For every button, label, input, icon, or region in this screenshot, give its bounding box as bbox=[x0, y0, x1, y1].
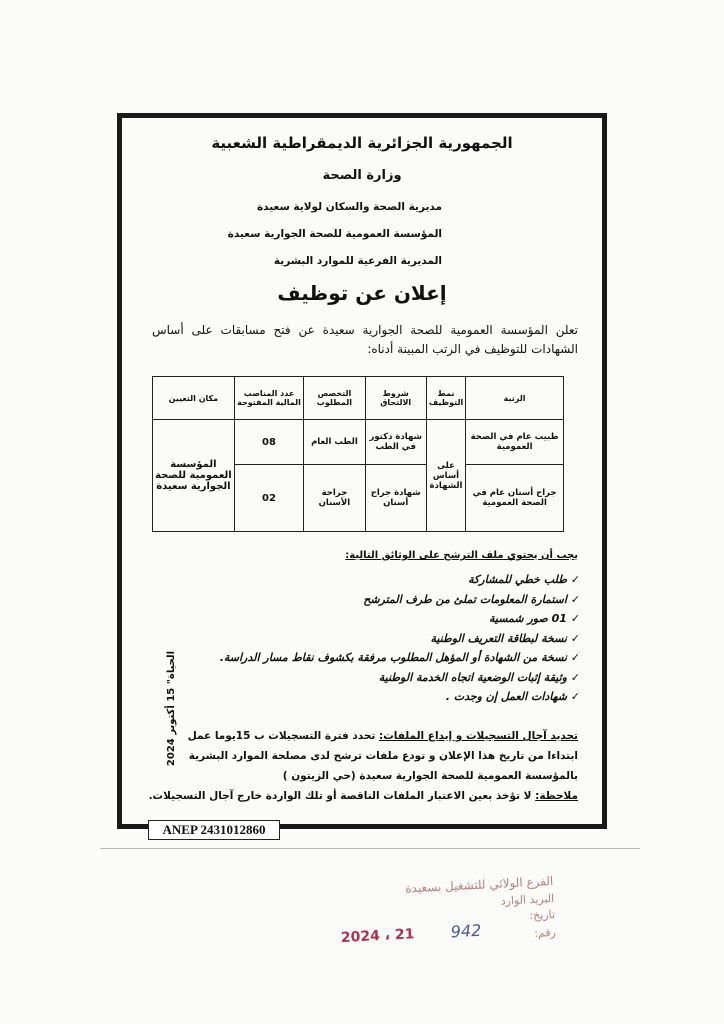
positions-table bbox=[152, 376, 564, 532]
reception-stamp bbox=[318, 874, 557, 961]
table-header-row bbox=[153, 377, 564, 420]
anep-reference: ANEP 2431012860 bbox=[148, 820, 280, 840]
note-paragraph bbox=[149, 790, 578, 802]
condition-cell: شهادة دكتور في الطب bbox=[365, 420, 426, 465]
list-item: ✓ طلب خطي للمشاركة bbox=[220, 570, 580, 590]
col-header-positions: عدد المناصب المالية المفتوحة bbox=[234, 377, 303, 420]
positions-cell: 02 bbox=[234, 465, 303, 532]
list-item: ✓ نسخة لبطاقة التعريف الوطنية bbox=[220, 629, 580, 649]
stamp-line: البريد الوارد bbox=[500, 891, 555, 908]
note-text: لا تؤخذ بعين الاعتبار الملفات الناقصة أو تلك الواردة خارج آجال التسجيلات. bbox=[148, 790, 532, 802]
specialty-cell: جراحة الأسنان bbox=[304, 465, 365, 532]
col-header-location: مكان التعيين bbox=[153, 377, 235, 420]
list-item: ✓ 01 صور شمسية bbox=[220, 609, 580, 629]
col-header-conditions: شروط الالتحاق bbox=[365, 377, 426, 420]
condition-cell: شهادة جراح أسنان bbox=[365, 465, 426, 532]
deadline-paragraph bbox=[162, 726, 578, 786]
stamp-date: 2024 ، 21 bbox=[340, 926, 415, 947]
ministry-header: وزارة الصحة bbox=[322, 168, 402, 183]
recruitment-mode-cell: على أساس الشهادة bbox=[426, 420, 465, 532]
deadline-text: تحدد فترة التسجيلات ب 15يوما عمل ابتداءا من تاريخ هذا الإعلان و تودع ملفات ترشح لدى مصلحة الموارد البشرية بالمؤسسة العمومية للصحة الجوارية سعيدة (حي الزيتون ) bbox=[187, 730, 578, 782]
directorate-line: مديرية الصحة والسكان لولاية سعيدة bbox=[256, 201, 442, 213]
establishment-line: المؤسسة العمومية للصحة الجوارية سعيدة bbox=[227, 228, 442, 240]
grade-cell: طبيب عام في الصحة العمومية bbox=[466, 420, 564, 465]
specialty-cell: الطب العام bbox=[304, 420, 365, 465]
hr-subdirectorate-line: المديرية الفرعية للموارد البشرية bbox=[273, 255, 442, 267]
page-divider bbox=[100, 848, 640, 849]
publication-mark: الحياة" 15 أكتوبر 2024 bbox=[166, 650, 178, 767]
requirements-list bbox=[220, 570, 580, 707]
note-label: ملاحظة: bbox=[535, 790, 578, 802]
list-item: ✓ وثيقة إثبات الوضعية اتجاه الخدمة الوطنية bbox=[220, 668, 580, 688]
location-cell: المؤسسة العمومية للصحة الجوارية سعيدة bbox=[153, 420, 235, 532]
stamp-line: رقم: bbox=[534, 925, 557, 940]
stamp-line: تاريخ: bbox=[529, 907, 556, 923]
col-header-grade: الرتبة bbox=[466, 377, 564, 420]
deadline-label: تحديد آجال التسجيلات و إيداع الملفات: bbox=[379, 730, 578, 742]
table-row bbox=[153, 420, 564, 465]
col-header-specialty: التخصص المطلوب bbox=[304, 377, 365, 420]
grade-cell: جراح أسنان عام في الصحة العمومية bbox=[466, 465, 564, 532]
list-item: ✓ نسخة من الشهادة أو المؤهل المطلوب مرفقة بكشوف نقاط مسار الدراسة. bbox=[220, 648, 580, 668]
stamp-line: الفرع الولائي للتشغيل بسعيدة bbox=[404, 873, 554, 896]
list-item: ✓ شهادات العمل إن وجدت . bbox=[220, 687, 580, 707]
list-item: ✓ استمارة المعلومات تملئ من طرف المترشح bbox=[220, 590, 580, 610]
announcement-title: إعلان عن توظيف bbox=[277, 281, 447, 305]
col-header-mode: نمط التوظيف bbox=[426, 377, 465, 420]
stamp-number: 942 bbox=[450, 920, 482, 942]
positions-cell: 08 bbox=[234, 420, 303, 465]
requirements-title: يجب أن يحتوي ملف الترشح على الوثائق التالية: bbox=[345, 550, 578, 561]
republic-header: الجمهورية الجزائرية الديمقراطية الشعبية bbox=[211, 134, 513, 152]
announcement-frame bbox=[117, 113, 607, 829]
intro-paragraph: تعلن المؤسسة العمومية للصحة الجوارية سعيدة عن فتح مسابقات على أساس الشهادات للتوظيف في الرتب المبينة أدناه: bbox=[152, 323, 578, 356]
